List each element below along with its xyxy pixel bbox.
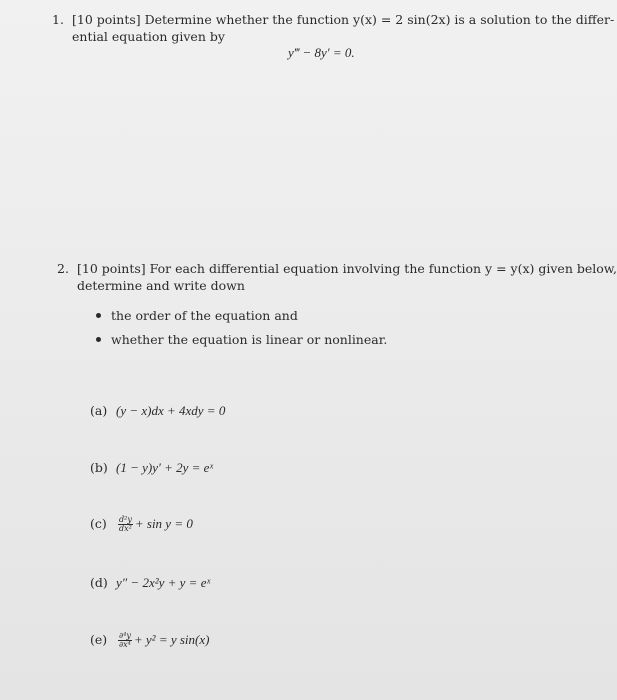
part-label: (d) <box>90 575 108 590</box>
question-1-text-line2: ential equation given by <box>72 29 225 44</box>
part-c <box>90 516 193 533</box>
question-2-number: 2. <box>57 261 69 276</box>
part-e <box>90 632 209 649</box>
bullet-text: the order of the equation and <box>111 308 298 323</box>
part-label: (b) <box>90 460 108 475</box>
part-equation: (y − x)dx + 4xdy = 0 <box>116 403 226 418</box>
question-2-text-line2: determine and write down <box>77 278 245 293</box>
question-2-text-line1: [10 points] For each differential equation involving the function y = y(x) given below, <box>77 261 617 276</box>
part-equation: (1 − y)y′ + 2y = eˣ <box>116 460 214 475</box>
bullet-text: whether the equation is linear or nonlinear. <box>111 332 388 347</box>
part-d <box>90 575 210 591</box>
question-1-text-line1: [10 points] Determine whether the function y(x) = 2 sin(2x) is a solution to the differ- <box>72 12 615 27</box>
question-1-number: 1. <box>52 12 64 27</box>
fraction <box>118 516 133 533</box>
part-equation: y″ − 2x²y + y = eˣ <box>116 575 211 590</box>
fraction-denominator: dx² <box>119 524 132 533</box>
fraction-numerator: d²y <box>119 515 132 524</box>
bullet-item <box>96 331 387 348</box>
part-a <box>90 403 225 419</box>
fraction-denominator: ∂x⁴ <box>119 640 131 649</box>
bullet-item <box>96 307 298 324</box>
part-equation-rest: + sin y = 0 <box>134 516 193 531</box>
part-label: (c) <box>90 516 107 531</box>
bullet-icon <box>96 313 101 318</box>
part-b <box>90 460 213 476</box>
part-equation-rest: + y² = y sin(x) <box>133 632 210 647</box>
fraction-numerator: ∂⁴y <box>119 631 131 640</box>
part-label: (e) <box>90 632 108 647</box>
fraction <box>118 632 132 649</box>
question-1-equation: y‴ − 8y′ = 0. <box>288 45 355 60</box>
bullet-icon <box>96 337 101 342</box>
part-label: (a) <box>90 403 108 418</box>
